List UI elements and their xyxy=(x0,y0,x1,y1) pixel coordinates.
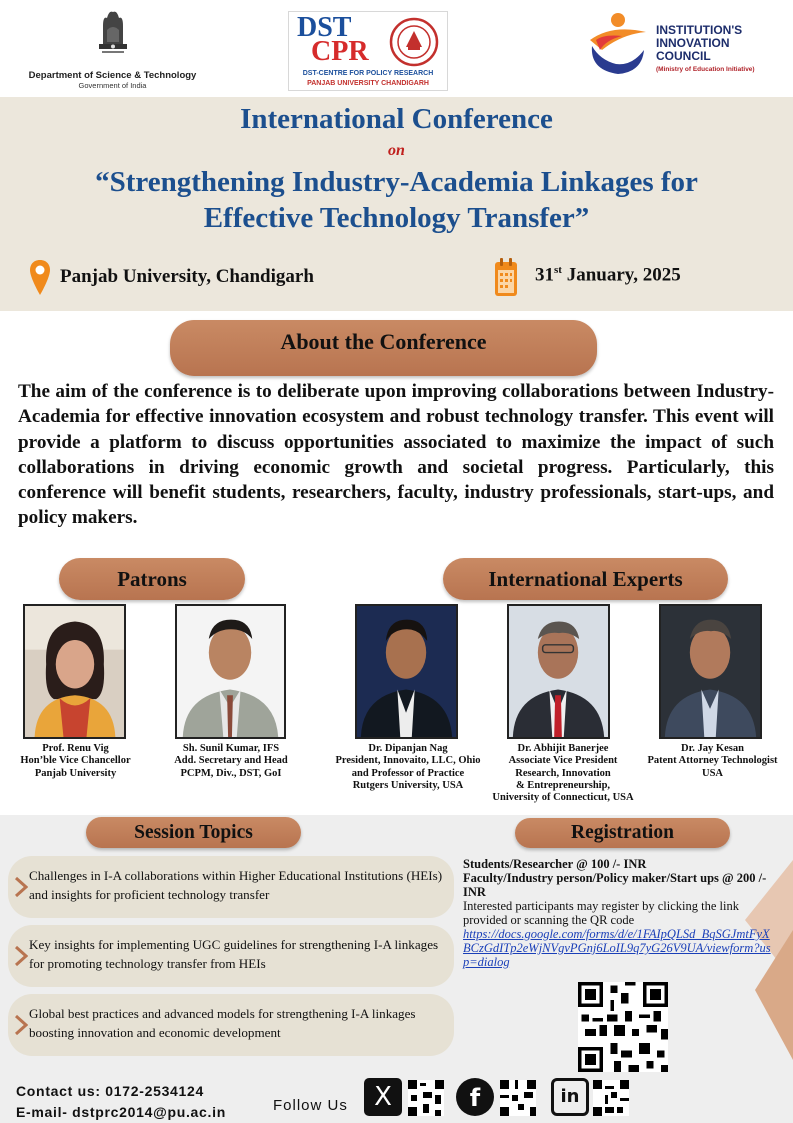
caption-line: President, Innovaito, LLC, Ohio xyxy=(335,755,481,767)
cpr-mark-bottom: CPR xyxy=(311,36,369,67)
contact-phone: Contact us: 0172-2534124 xyxy=(16,1083,204,1099)
caption-line: Panjab University xyxy=(34,767,117,779)
registration-qr-code-icon[interactable] xyxy=(573,982,673,1072)
x-twitter-icon[interactable]: X xyxy=(364,1078,402,1116)
conference-theme-line2: Effective Technology Transfer” xyxy=(203,202,590,234)
caption-line: PCPM, Div., DST, GoI xyxy=(180,767,282,779)
expert-caption-jay-kesan xyxy=(632,743,793,780)
caption-line: Dr. Abhijit Banerjee xyxy=(517,743,609,754)
registration-link[interactable]: https://docs.google.com/forms/d/e/1FAIpQLSd_BqSGJmtFyXBCzGdITp2eWjNVgvPGnj6LoIL9q7yG26V9UA/viewform?usp=dialog xyxy=(463,927,771,969)
session-topic-item xyxy=(8,925,454,987)
x-qr-code-icon[interactable] xyxy=(408,1080,444,1116)
about-text: The aim of the conference is to deliberate upon improving collaborations between Industry-Academia for effective innovation ecosystem and robust technology transfer. This event will provide a platform to discuss opportunities associated to maximize the impact of such collaborations in driving economic growth and societal progress. Particularly, this conference will benefit students, researchers, faculty, industry professionals, start-ups, and policy makers. xyxy=(18,381,774,529)
date-day: 31 xyxy=(535,264,554,286)
cpr-line2: PANJAB UNIVERSITY CHANDIGARH xyxy=(307,80,429,87)
caption-line: Research, Innovation xyxy=(515,767,611,779)
conference-title: International Conference xyxy=(240,103,553,135)
patron-photo-sunil-kumar xyxy=(175,604,286,739)
caption-line: University of Connecticut, USA xyxy=(492,792,634,804)
contact-email: E-mail- dstprc2014@pu.ac.in xyxy=(16,1104,226,1120)
patron-photo-renu-vig xyxy=(23,604,126,739)
dst-logo xyxy=(25,6,200,94)
conference-theme-line1: “Strengthening Industry-Academia Linkages for xyxy=(95,166,698,198)
caption-line: Rutgers University, USA xyxy=(352,779,464,791)
caption-line: and Professor of Practice xyxy=(351,767,465,779)
chevron-right-icon xyxy=(14,876,28,898)
iic-logo xyxy=(582,10,782,80)
iic-subtitle: (Ministry of Education Initiative) xyxy=(656,66,755,73)
caption-line: Dr. Dipanjan Nag xyxy=(368,743,448,754)
fee-students: Students/Researcher @ 100 /- INR xyxy=(463,857,647,871)
session-topics-heading: Session Topics xyxy=(86,817,301,848)
fee-faculty: Faculty/Industry person/Policy maker/Start ups @ 200 /- INR xyxy=(463,871,767,899)
expert-caption-abhijit-banerjee xyxy=(478,743,648,804)
ashoka-emblem-icon xyxy=(93,6,133,58)
contact-info xyxy=(16,1081,226,1123)
calendar-icon xyxy=(494,256,518,298)
patron-caption-sunil-kumar xyxy=(145,743,317,780)
iic-mark-icon xyxy=(582,10,652,78)
caption-line: Dr. Jay Kesan xyxy=(681,743,744,754)
registration-details xyxy=(463,857,773,969)
iic-title: INSTITUTION'S INNOVATION COUNCIL xyxy=(656,23,743,63)
expert-caption-dipanjan-nag xyxy=(322,743,494,792)
session-topic-text: Global best practices and advanced models for strengthening I-A linkages boosting innovation and economic development xyxy=(29,1006,416,1040)
session-topic-text: Challenges in I-A collaborations within Higher Educational Institutions (HEIs) and insights for proficient technology transfer xyxy=(29,868,443,902)
registration-instructions: Interested participants may register by clicking the link provided or scanning the QR code xyxy=(463,899,739,927)
experts-heading: International Experts xyxy=(443,558,728,600)
dst-cpr-logo xyxy=(288,11,448,91)
date-suffix: st xyxy=(554,264,562,276)
facebook-icon[interactable]: f xyxy=(456,1078,494,1116)
follow-us-label: Follow Us xyxy=(273,1097,348,1114)
expert-photo-jay-kesan xyxy=(659,604,762,739)
session-topic-text: Key insights for implementing UGC guidelines for strengthening I-A linkages for promoting technology transfer from HEIs xyxy=(29,937,439,971)
linkedin-qr-code-icon[interactable] xyxy=(593,1080,629,1116)
caption-line: & Entrepreneurship, xyxy=(515,779,611,791)
caption-line: Prof. Renu Vig xyxy=(42,743,109,754)
caption-line: Add. Secretary and Head xyxy=(174,755,288,767)
caption-line: Associate Vice President xyxy=(508,755,618,767)
conference-date xyxy=(535,264,681,286)
caption-line: Patent Attorney Technologist xyxy=(647,755,778,767)
chevron-right-icon xyxy=(14,1014,28,1036)
chevron-right-icon xyxy=(14,945,28,967)
about-heading: About the Conference xyxy=(170,320,597,376)
cpr-mark-top: DST xyxy=(297,12,352,43)
cpr-mark xyxy=(297,12,369,67)
cpr-line1: DST-CENTRE FOR POLICY RESEARCH xyxy=(302,70,434,77)
location-pin-icon xyxy=(29,259,51,297)
expert-photo-dipanjan-nag xyxy=(355,604,458,739)
panjab-university-seal-icon xyxy=(389,17,439,67)
caption-line: Hon’ble Vice Chancellor xyxy=(20,755,131,767)
dst-government: Government of India xyxy=(78,81,147,90)
dst-name: Department of Science & Technology xyxy=(28,70,197,81)
linkedin-icon[interactable]: in xyxy=(551,1078,589,1116)
caption-line: Sh. Sunil Kumar, IFS xyxy=(182,743,280,754)
session-topic-item xyxy=(8,994,454,1056)
caption-line: USA xyxy=(701,767,723,779)
venue: Panjab University, Chandigarh xyxy=(60,266,314,287)
session-topic-item xyxy=(8,856,454,918)
facebook-qr-code-icon[interactable] xyxy=(500,1080,536,1116)
patrons-heading: Patrons xyxy=(59,558,245,600)
patron-caption-renu-vig xyxy=(13,743,138,780)
expert-photo-abhijit-banerjee xyxy=(507,604,610,739)
registration-heading: Registration xyxy=(515,818,730,848)
conference-on: on xyxy=(388,142,405,159)
date-month-year: January, 2025 xyxy=(561,264,681,286)
